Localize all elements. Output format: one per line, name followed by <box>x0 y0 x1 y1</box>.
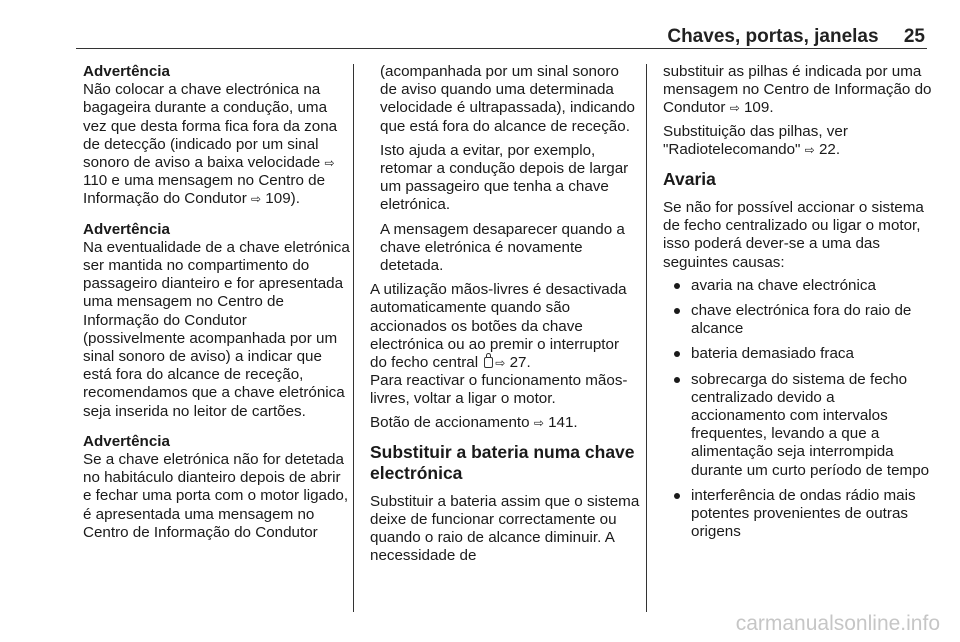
arrow-right-icon: ⇨ <box>804 142 815 157</box>
warning-continuation: (acompanhada por um sinal sonoro de aviso quando uma determinada velocidade é ultrapassada), indicando que está fora do alcance de receção. <box>380 63 635 135</box>
paragraph: Para reactivar o funcionamento mãos-livres, voltar a ligar o motor. <box>370 372 628 408</box>
list-item: chave electrónica fora do raio de alcance <box>663 302 933 338</box>
arrow-right-icon: ⇨ <box>729 101 740 116</box>
column-1 <box>83 63 353 542</box>
column-divider-1 <box>353 64 354 612</box>
column-3 <box>663 63 933 548</box>
warning-block-1 <box>83 63 353 209</box>
arrow-right-icon: ⇨ <box>533 415 544 430</box>
page-header <box>667 26 925 48</box>
arrow-right-icon: ⇨ <box>251 192 262 207</box>
list-item: interferência de ondas rádio mais potentes provenientes de outras origens <box>663 487 933 542</box>
paragraph: Substituir a bateria assim que o sistema deixe de funcionar correctamente ou quando o raio de alcance diminuir. A necessidade de <box>370 492 640 565</box>
paragraph: Botão de accionamento ⇨ 141. <box>370 413 578 431</box>
warning-continuation: A mensagem desaparecer quando a chave eletrónica é novamente detetada. <box>380 220 625 275</box>
warning-text: Na eventualidade de a chave eletrónica ser mantida no compartimento do passageiro dianteiro e for apresentada uma mensagem no Centro de Informação do Condutor (possivelmente acompanhada por um sinal sonoro de aviso) a indicar que está fora do alcance de receção, recomendamos que a chave eletrónica seja inserida no leitor de cartões. <box>83 238 350 420</box>
paragraph: A utilização mãos-livres é desactivada automaticamente quando são accionados os botões da chave electrónica ou ao premir o interruptor do fecho central ⇨ 27. <box>370 281 627 372</box>
warning-heading: Advertência <box>83 432 170 450</box>
arrow-right-icon: ⇨ <box>324 156 335 171</box>
watermark: carmanualsonline.info <box>735 612 940 635</box>
paragraph: substituir as pilhas é indicada por uma mensagem no Centro de Informação do Condutor ⇨ 109. <box>663 63 932 117</box>
paragraph: Se não for possível accionar o sistema de fecho centralizado ou ligar o motor, isso poderá dever-se a uma das seguintes causas: <box>663 199 924 271</box>
lock-icon <box>484 357 493 368</box>
header-divider <box>76 48 927 49</box>
warning-text: Se a chave eletrónica não for detetada no habitáculo dianteiro depois de abrir e fechar uma porta com o motor ligado, é apresentada uma mensagem no Centro de Informação do Condutor <box>83 451 349 541</box>
section-heading: Substituir a bateria numa chave electrónica <box>370 441 635 483</box>
cause-list <box>663 277 933 542</box>
warning-continuation: Isto ajuda a evitar, por exemplo, retomar a condução depois de largar um passageiro que tenha a chave eletrónica. <box>380 141 629 214</box>
warning-block-3 <box>83 433 353 542</box>
section-heading: Avaria <box>663 169 716 190</box>
page-number: 25 <box>903 26 925 47</box>
warning-block-2 <box>83 221 353 421</box>
warning-heading: Advertência <box>83 220 170 238</box>
arrow-right-icon: ⇨ <box>495 356 506 371</box>
list-item: bateria demasiado fraca <box>663 345 933 363</box>
warning-text: Não colocar a chave electrónica na bagageira durante a condução, uma vez que desta forma fica fora da zona de detecção (indicado por um sinal sonoro de aviso a baixa velocidade ⇨ 110 e uma mensagem no Centro de Informação do Condutor ⇨ 109). <box>83 81 338 208</box>
warning-heading: Advertência <box>83 63 170 80</box>
list-item: avaria na chave electrónica <box>663 277 933 295</box>
list-item: sobrecarga do sistema de fecho centralizado devido a accionamento com intervalos frequentes, levando a que a alimentação seja interrompida durante um curto período de tempo <box>663 371 933 480</box>
paragraph: Substituição das pilhas, ver "Radiotelecomando" ⇨ 22. <box>663 122 848 158</box>
column-2 <box>370 63 640 571</box>
column-divider-2 <box>646 64 647 612</box>
section-title: Chaves, portas, janelas <box>667 26 879 47</box>
